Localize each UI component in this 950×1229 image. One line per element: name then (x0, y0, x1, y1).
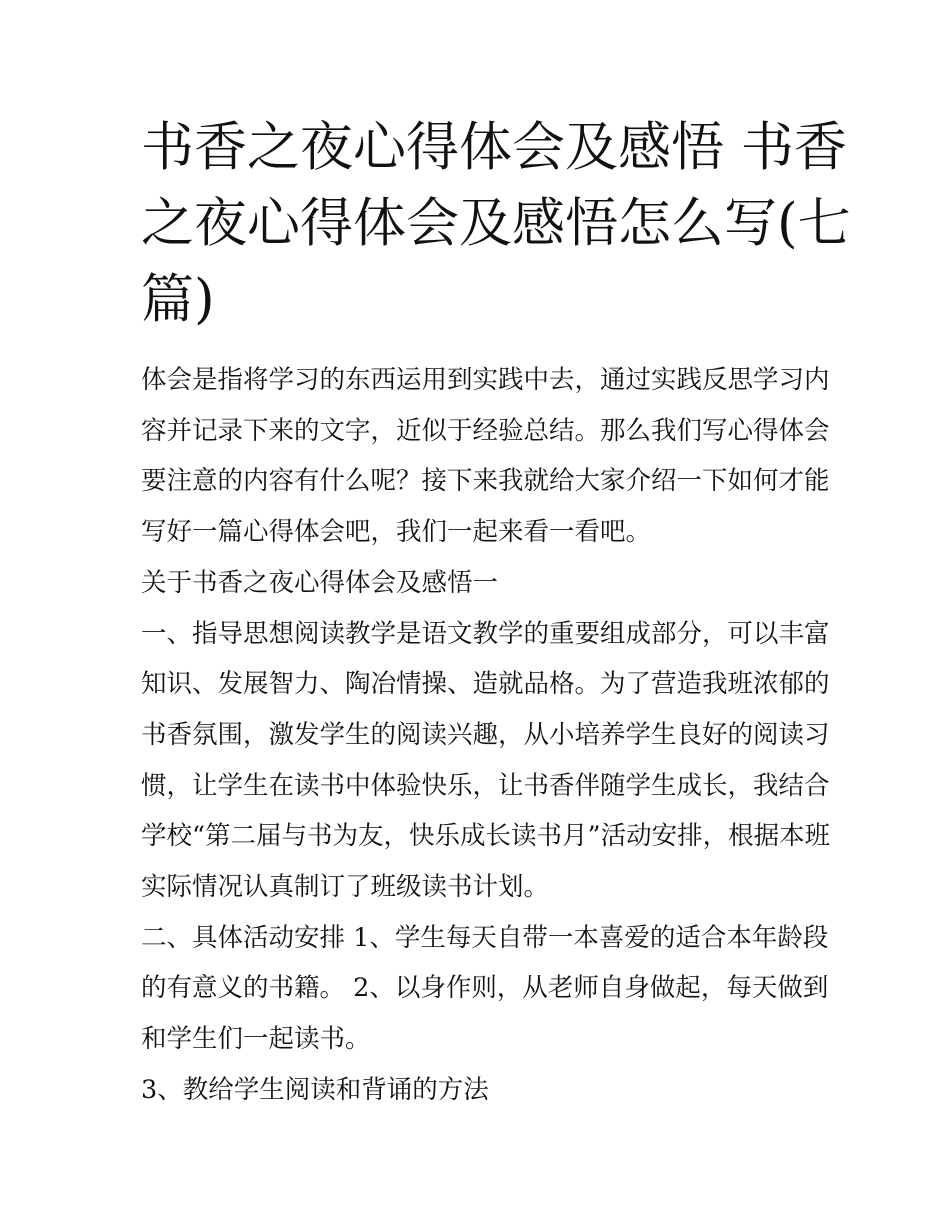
intro-line: 写好一篇心得体会吧，我们一起来看一看吧。 (141, 517, 652, 548)
intro-line: 容并记录下来的文字，近似于经验总结。那么我们写心得体会 (141, 415, 830, 446)
title-line: 篇) (141, 269, 215, 330)
title-line: 书香之夜心得体会及感悟 书香 (141, 117, 847, 178)
intro-line: 体会是指将学习的东西运用到实践中去，通过实践反思学习内 (141, 365, 830, 395)
paragraph-line: 一、指导思想阅读教学是语文教学的重要组成部分，可以丰富 (141, 618, 830, 649)
paragraph-line: 书香氛围，激发学生的阅读兴趣，从小培养学生良好的阅读习 (141, 719, 830, 750)
paragraph-line: 实际情况认真制订了班级读书计划。 (141, 872, 550, 903)
paragraph-line: 的有意义的书籍。 2、以身作则，从老师自身做起，每天做到 (141, 973, 829, 1004)
document-title (141, 110, 851, 338)
paragraph-line: 知识、发展智力、陶冶情操、造就品格。为了营造我班浓郁的 (141, 669, 830, 700)
paragraph-line: 3、教给学生阅读和背诵的方法 (141, 1074, 489, 1105)
paragraph-line: 和学生们一起读书。 (141, 1024, 371, 1055)
paragraph-line: 二、具体活动安排 1、学生每天自带一本喜爱的适合本年龄段 (141, 922, 829, 953)
document-body (141, 355, 831, 1116)
paragraph-line: 学校“第二届与书为友，快乐成长读书月”活动安排，根据本班 (141, 821, 831, 852)
paragraph-line: 惯，让学生在读书中体验快乐，让书香伴随学生成长，我结合 (141, 770, 830, 801)
section-heading: 关于书香之夜心得体会及感悟一 (141, 567, 499, 598)
title-line: 之夜心得体会及感悟怎么写(七 (141, 193, 851, 254)
intro-line: 要注意的内容有什么呢？接下来我就给大家介绍一下如何才能 (141, 466, 830, 497)
